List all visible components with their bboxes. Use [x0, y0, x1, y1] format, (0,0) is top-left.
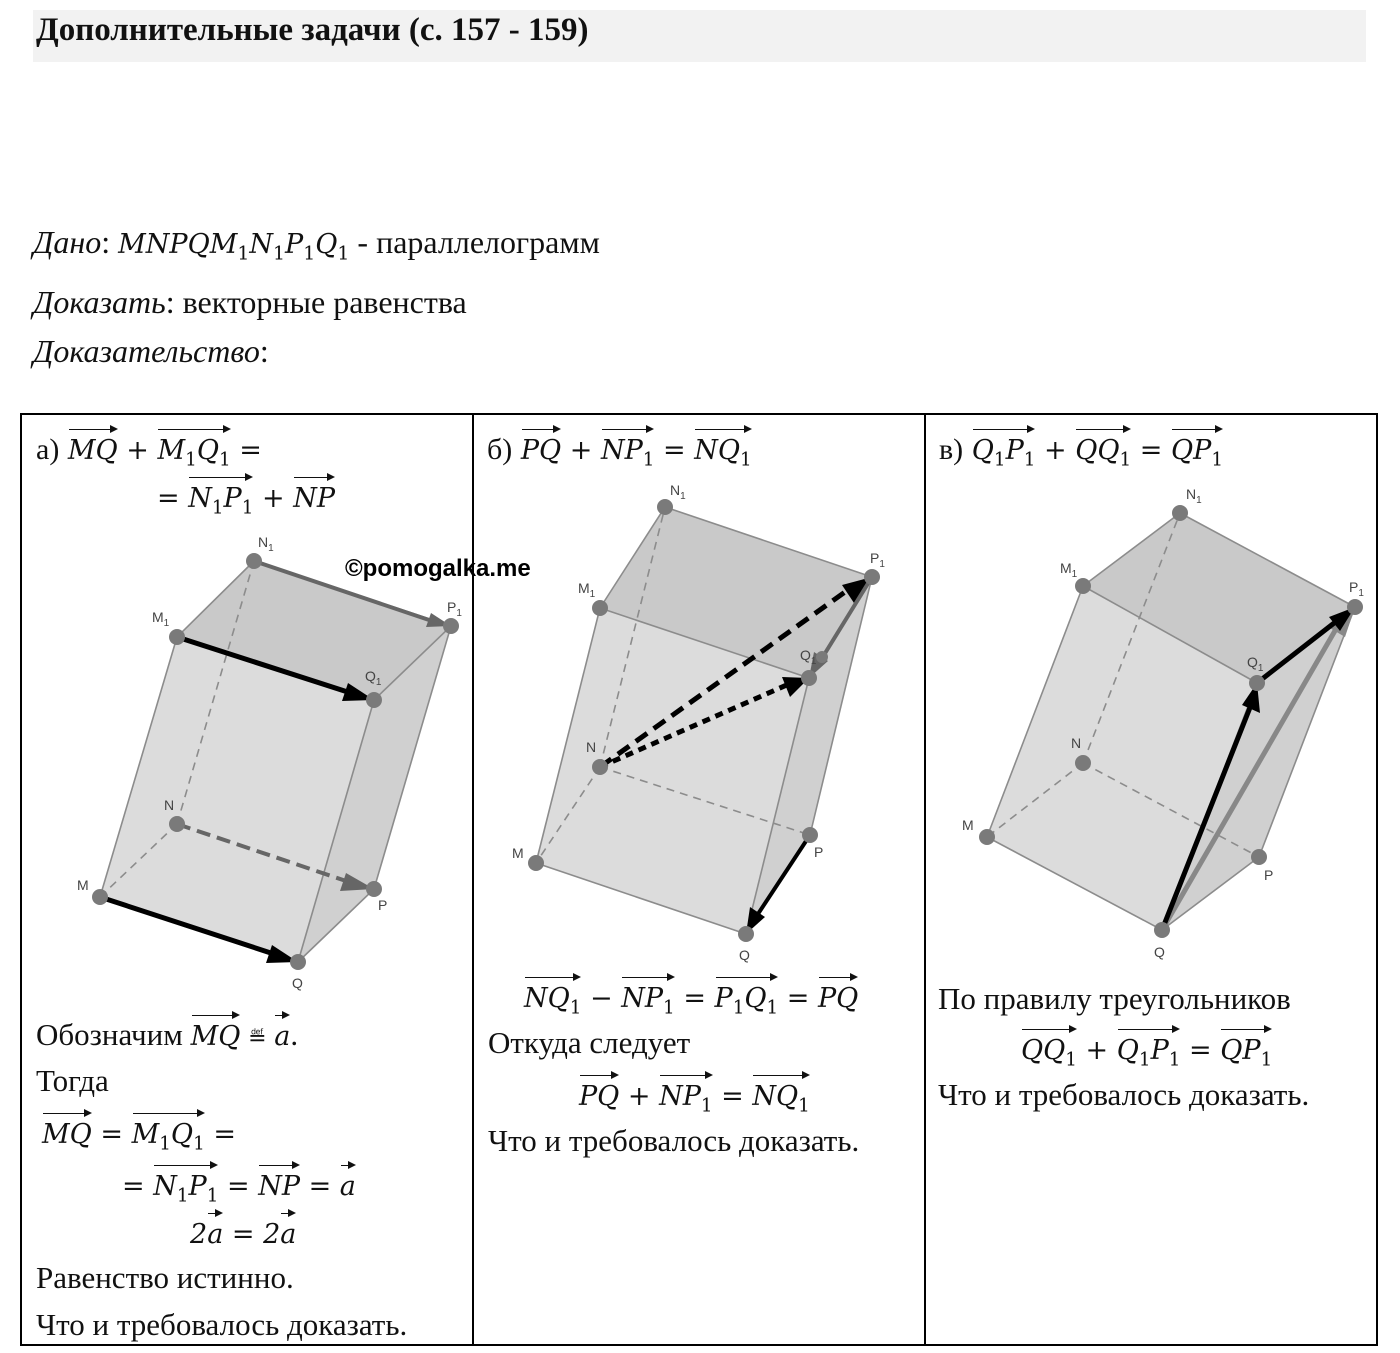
- given-block: [33, 218, 600, 376]
- label-n: N: [1071, 735, 1082, 751]
- prove-text: : векторные равенства: [165, 284, 467, 321]
- a-prefix: а): [36, 433, 60, 466]
- label-n: N: [164, 797, 175, 813]
- a-eq1: MQ = $M_1Q_1$ =: [42, 1113, 236, 1154]
- figure-b: [474, 415, 926, 975]
- prism-a: [77, 534, 462, 991]
- c-qed: Что и требовалось доказать.: [938, 1077, 1310, 1112]
- b-eq2: PQ + $NP_1 = NQ_1$: [579, 1075, 810, 1116]
- a-eq2: = $N_1P_1$ = NP = a: [122, 1165, 356, 1206]
- proof-text: :: [259, 333, 269, 370]
- label-n1: $N_1$: [1186, 486, 1202, 506]
- a-then: Тогда: [36, 1063, 109, 1098]
- given-line: Дано: $MNPQM_1N_1P_1Q_1$ - параллелограмм: [33, 224, 600, 265]
- label-q1: $Q_1$: [800, 647, 817, 667]
- given-text: - параллелограмм: [349, 224, 600, 260]
- label-q1: $Q_1$: [1247, 654, 1264, 674]
- column-c: [926, 415, 1376, 1344]
- figure-c: [926, 415, 1376, 975]
- b-statement: б) PQ + $NP_1 = NQ_1$: [487, 429, 752, 470]
- proof-label: Доказательство: [33, 333, 260, 370]
- label-m: M: [962, 817, 974, 833]
- b-eq1: $NQ_1 - NP_1 = P_1Q_1$ = PQ: [524, 977, 858, 1018]
- a-statement-line1: а) MQ + $M_1Q_1$ =: [36, 429, 262, 470]
- label-m1: $M_1$: [578, 580, 596, 600]
- label-p1: $P_1$: [1349, 579, 1364, 599]
- a-statement-line2: = $N_1P_1$ + NP: [157, 477, 335, 518]
- c-prefix: в): [939, 433, 964, 466]
- label-p1: $P_1$: [870, 550, 885, 570]
- a-true: Равенство истинно.: [36, 1260, 294, 1295]
- b-follows: Откуда следует: [488, 1025, 691, 1060]
- label-n: N: [586, 739, 597, 755]
- given-figure: $MNPQM_1N_1P_1Q_1$: [118, 229, 350, 265]
- proof-line: [33, 327, 600, 376]
- label-q: Q: [739, 947, 750, 963]
- label-n1: $N_1$: [670, 482, 686, 502]
- label-m: M: [512, 845, 524, 861]
- label-n1: $N_1$: [258, 534, 274, 554]
- b-qed: Что и требовалось доказать.: [488, 1123, 860, 1158]
- c-rule: По правилу треугольников: [938, 981, 1291, 1016]
- label-m1: $M_1$: [152, 609, 170, 629]
- label-q1: $Q_1$: [365, 668, 382, 688]
- column-b: [474, 415, 926, 1344]
- page-title: Дополнительные задачи (с. 157 - 159): [36, 12, 589, 48]
- label-p1: $P_1$: [447, 599, 462, 619]
- prism-b: [512, 482, 885, 963]
- given-label: Дано: [33, 224, 102, 260]
- label-m1: $M_1$: [1060, 560, 1078, 580]
- label-p: P: [814, 844, 824, 860]
- a-eq3: 2a = 2a: [190, 1213, 296, 1250]
- label-q: Q: [1154, 944, 1165, 960]
- figure-a: [22, 415, 474, 1015]
- label-m: M: [77, 877, 89, 893]
- label-p: P: [1264, 867, 1274, 883]
- prism-c: [962, 486, 1364, 960]
- label-p: P: [378, 897, 388, 913]
- label-q: Q: [292, 975, 303, 991]
- a-qed: Что и требовалось доказать.: [36, 1307, 408, 1342]
- solution-table: [20, 413, 1378, 1346]
- a-denote: Обозначим MQ ≝ a.: [36, 1017, 299, 1052]
- c-statement: в) $Q_1P_1 + QQ_1 = QP_1$: [939, 429, 1223, 470]
- prove-label: Доказать: [33, 284, 166, 321]
- c-eq1: $QQ_1 + Q_1P_1 = QP_1$: [1021, 1029, 1272, 1070]
- watermark: ©pomogalka.me: [345, 555, 531, 582]
- prove-line: [33, 278, 600, 327]
- b-prefix: б): [487, 433, 513, 466]
